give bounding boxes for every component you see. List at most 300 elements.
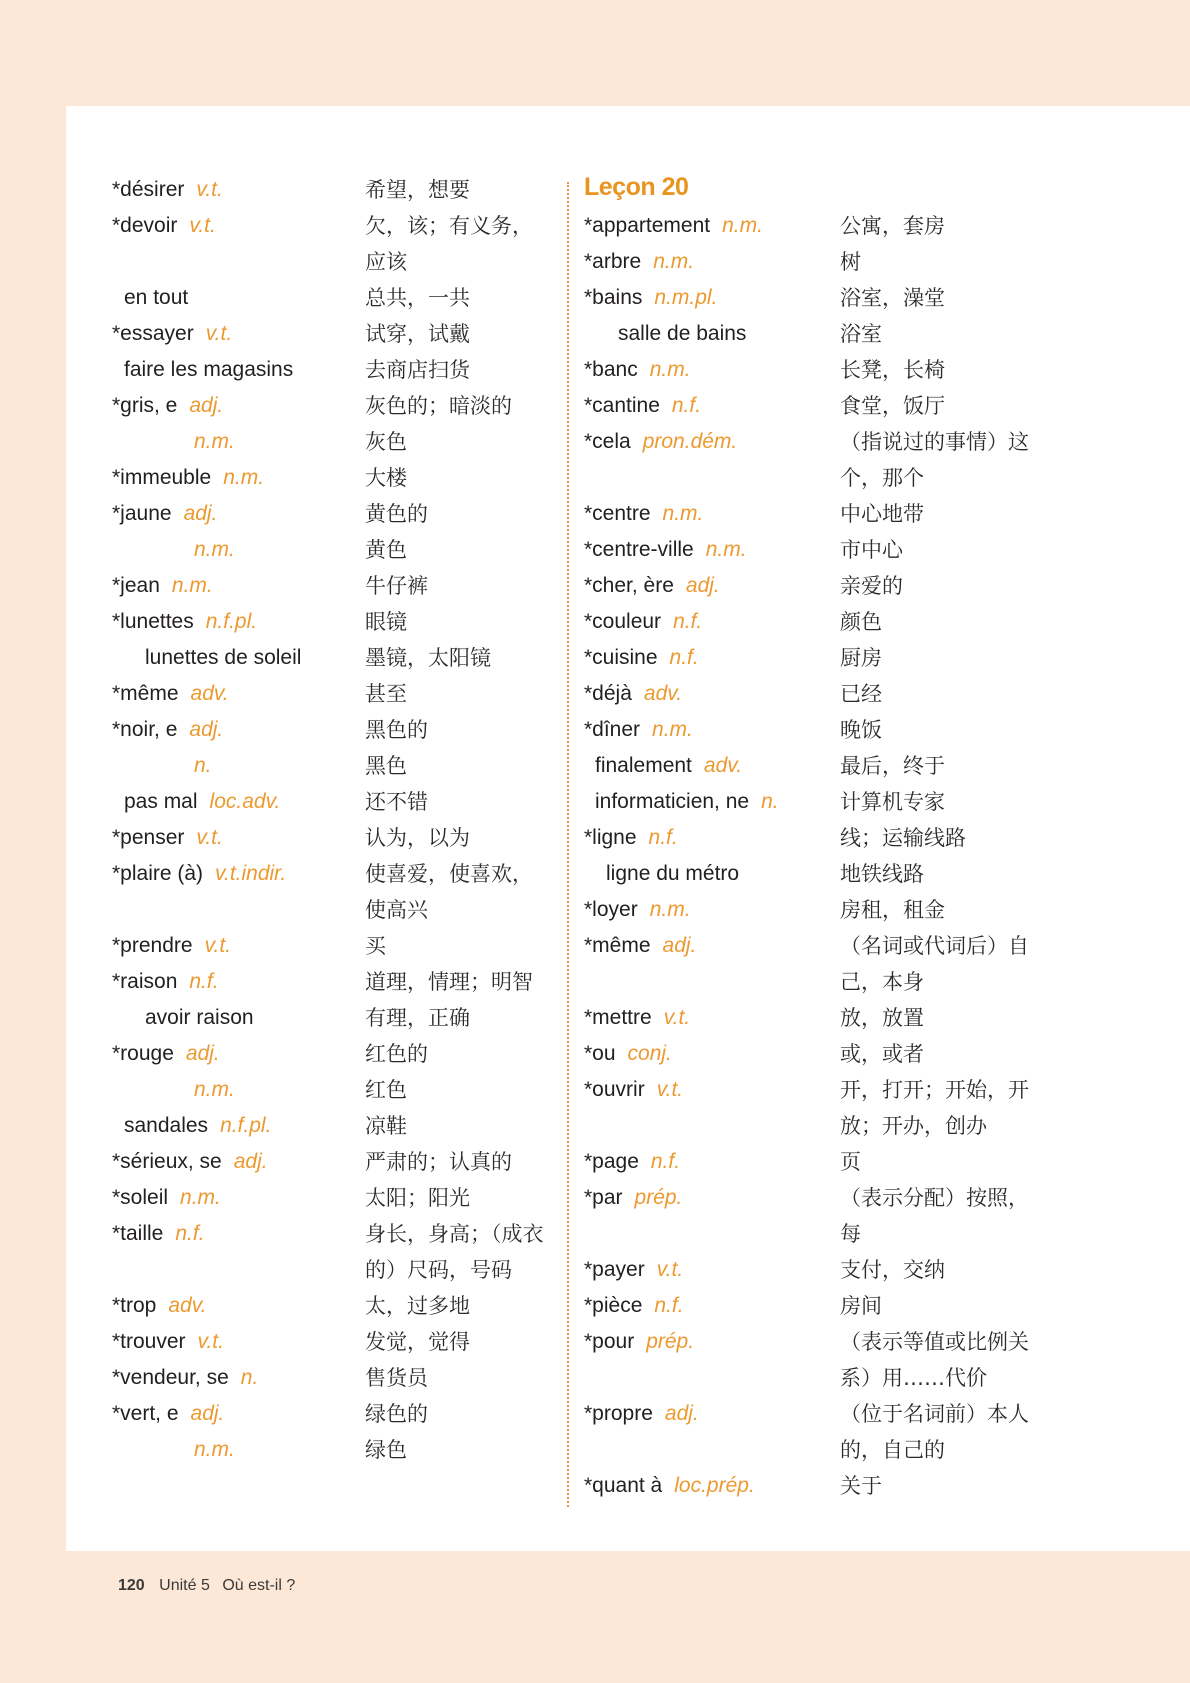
chinese-meaning: （表示分配）按照，每: [840, 1186, 1029, 1246]
chinese-meaning: （指说过的事情）这个，那个: [840, 430, 1029, 490]
column-divider: [567, 182, 569, 1507]
chinese-meaning: 计算机专家: [840, 790, 945, 814]
french-word: *page: [584, 1150, 639, 1173]
french-term: [584, 1288, 684, 1324]
part-of-speech: n.m.: [653, 250, 695, 273]
french-word: avoir raison: [145, 1006, 254, 1029]
chinese-meaning: 亲爱的: [840, 574, 903, 598]
chinese-meaning: 墨镜，太阳镜: [365, 646, 491, 670]
chinese-meaning: 灰色的；暗淡的: [365, 394, 512, 418]
vocab-entry: [584, 568, 1054, 604]
part-of-speech: v.t.: [663, 1006, 691, 1029]
part-of-speech: n.: [240, 1366, 259, 1389]
part-of-speech: n.m.: [652, 718, 693, 741]
part-of-speech: n.m.: [194, 538, 235, 561]
part-of-speech: n.f.: [673, 610, 703, 633]
chinese-meaning: 太，过多地: [365, 1294, 470, 1318]
part-of-speech: n.: [194, 754, 212, 777]
french-word: *trouver: [112, 1330, 186, 1353]
french-term: [584, 820, 678, 856]
vocab-entry: [112, 316, 552, 352]
part-of-speech: conj.: [627, 1042, 672, 1065]
french-term: [112, 496, 217, 532]
part-of-speech: n.m.: [194, 1438, 235, 1461]
french-word: *dîner: [584, 718, 641, 741]
vocab-entry: [112, 964, 552, 1000]
chinese-meaning: 最后，终于: [840, 754, 945, 778]
chinese-meaning: 房租，租金: [840, 898, 945, 922]
chinese-meaning: 公寓，套房: [840, 214, 945, 238]
part-of-speech: adj.: [189, 718, 224, 741]
french-term: [112, 388, 223, 424]
vocab-entry: [112, 1108, 552, 1144]
chinese-meaning: 市中心: [840, 538, 903, 562]
chinese-meaning: 长凳，长椅: [840, 358, 945, 382]
french-term: [584, 568, 720, 604]
french-word: *ouvrir: [584, 1078, 645, 1101]
vocab-entry: [584, 532, 1054, 568]
vocab-entry: [584, 352, 1054, 388]
french-term: [112, 460, 264, 496]
vocab-entry: [584, 244, 1054, 280]
part-of-speech: n.m.: [194, 430, 235, 453]
french-word: faire les magasins: [124, 358, 294, 381]
french-word: *centre: [584, 502, 651, 525]
part-of-speech: n.f.pl.: [220, 1114, 272, 1137]
chinese-meaning: 页: [840, 1150, 861, 1174]
french-term: [194, 1072, 235, 1108]
part-of-speech: n.m.: [649, 358, 691, 381]
vocab-entry: [584, 1072, 1054, 1144]
french-term: [584, 424, 737, 460]
french-term: [584, 928, 696, 964]
part-of-speech: adj.: [233, 1150, 268, 1173]
french-word: *immeuble: [112, 466, 212, 489]
vocab-entry: [112, 1396, 552, 1432]
chinese-meaning: 试穿，试戴: [365, 322, 470, 346]
french-word: *banc: [584, 358, 638, 381]
french-term: [194, 424, 235, 460]
part-of-speech: n.m.pl.: [654, 286, 718, 309]
french-word: *penser: [112, 826, 185, 849]
part-of-speech: v.t.: [197, 1330, 224, 1353]
chinese-meaning: 树: [840, 250, 861, 274]
french-term: [584, 1324, 694, 1360]
french-term: [112, 928, 231, 964]
french-term: [584, 244, 694, 280]
part-of-speech: prép.: [646, 1330, 695, 1353]
chinese-meaning: 红色: [365, 1078, 407, 1102]
french-term: [112, 712, 223, 748]
vocab-entry: [584, 676, 1054, 712]
part-of-speech: n.m.: [180, 1186, 221, 1209]
chinese-meaning: 黑色: [365, 754, 407, 778]
french-term: [584, 892, 691, 928]
part-of-speech: loc.adv.: [209, 790, 281, 813]
vocab-entry: [584, 604, 1054, 640]
vocab-entry: [584, 1252, 1054, 1288]
french-word: *payer: [584, 1258, 645, 1281]
french-term: [584, 676, 682, 712]
chinese-meaning: 希望，想要: [365, 178, 470, 202]
chinese-meaning: 黄色: [365, 538, 407, 562]
french-term: [112, 316, 232, 352]
french-word: *lunettes: [112, 610, 194, 633]
vocab-entry: [112, 1324, 552, 1360]
chinese-meaning: 支付，交纳: [840, 1258, 945, 1282]
french-word: *cuisine: [584, 646, 658, 669]
french-term: [595, 748, 742, 784]
chinese-meaning: 买: [365, 934, 386, 958]
french-word: *même: [584, 934, 651, 957]
french-term: [584, 280, 717, 316]
vocab-entry: [584, 820, 1054, 856]
french-term: [145, 1000, 254, 1036]
french-word: *vert, e: [112, 1402, 179, 1425]
french-term: [194, 1432, 235, 1468]
vocab-entry: [112, 1288, 552, 1324]
vocab-entry: [584, 928, 1054, 1000]
french-word: *jean: [112, 574, 160, 597]
vocab-entry: [584, 856, 1054, 892]
chinese-meaning: 售货员: [365, 1366, 428, 1390]
french-term: [112, 964, 219, 1000]
part-of-speech: v.t.: [189, 214, 216, 237]
french-term: [584, 1396, 699, 1432]
chinese-meaning: 道理，情理；明智: [365, 970, 533, 994]
chinese-meaning: 绿色的: [365, 1402, 428, 1426]
chinese-meaning: 发觉，觉得: [365, 1330, 470, 1354]
chinese-meaning: 或，或者: [840, 1042, 924, 1066]
french-word: *pour: [584, 1330, 635, 1353]
vocab-entry: [584, 1180, 1054, 1252]
chinese-meaning: 浴室: [840, 322, 882, 346]
vocab-entry: [584, 748, 1054, 784]
chinese-meaning: 红色的: [365, 1042, 428, 1066]
chinese-meaning: （名词或代词后）自己，本身: [840, 934, 1029, 994]
vocab-entry: [112, 856, 552, 928]
vocab-entry: [112, 820, 552, 856]
french-word: *propre: [584, 1402, 653, 1425]
french-word: *désirer: [112, 178, 185, 201]
vocab-entry: [112, 784, 552, 820]
part-of-speech: adj.: [183, 502, 218, 525]
french-term: [584, 1252, 683, 1288]
chinese-meaning: 中心地带: [840, 502, 924, 526]
part-of-speech: v.t.: [204, 934, 232, 957]
french-term: [584, 496, 703, 532]
unit-title: Où est-il ?: [222, 1577, 296, 1594]
french-term: [584, 352, 691, 388]
french-word: finalement: [595, 754, 692, 777]
french-word: *ou: [584, 1042, 616, 1065]
french-word: *déjà: [584, 682, 632, 705]
french-term: [112, 604, 257, 640]
french-word: *vendeur, se: [112, 1366, 229, 1389]
french-word: *même: [112, 682, 179, 705]
part-of-speech: n.f.: [669, 646, 699, 669]
vocab-entry: [112, 280, 552, 316]
french-word: *cantine: [584, 394, 660, 417]
vocab-entry: [584, 784, 1054, 820]
part-of-speech: adv.: [168, 1294, 207, 1317]
part-of-speech: n.m.: [223, 466, 265, 489]
vocab-entry: [112, 424, 552, 460]
french-word: *devoir: [112, 214, 178, 237]
french-word: *bains: [584, 286, 643, 309]
vocab-entry: [584, 208, 1054, 244]
french-term: [584, 1036, 672, 1072]
part-of-speech: v.t.: [196, 178, 223, 201]
part-of-speech: n.m.: [705, 538, 747, 561]
part-of-speech: adv.: [643, 682, 683, 705]
chinese-meaning: 食堂，饭厅: [840, 394, 945, 418]
vocab-entry: [584, 1396, 1054, 1468]
french-term: [124, 280, 188, 316]
french-term: [584, 1144, 680, 1180]
french-word: *taille: [112, 1222, 164, 1245]
french-word: ligne du métro: [606, 862, 740, 885]
vocab-entry: [112, 676, 552, 712]
part-of-speech: adj.: [662, 934, 697, 957]
part-of-speech: prép.: [634, 1186, 683, 1209]
chinese-meaning: 放，放置: [840, 1006, 924, 1030]
french-word: *par: [584, 1186, 623, 1209]
part-of-speech: n.m.: [194, 1078, 235, 1101]
chinese-meaning: 房间: [840, 1294, 882, 1318]
part-of-speech: n.m.: [171, 574, 213, 597]
french-word: sandales: [124, 1114, 209, 1137]
vocab-entry: [112, 352, 552, 388]
chinese-meaning: 太阳；阳光: [365, 1186, 470, 1210]
part-of-speech: adj.: [185, 1042, 220, 1065]
french-word: *sérieux, se: [112, 1150, 222, 1173]
french-term: [584, 1468, 755, 1504]
part-of-speech: adj.: [189, 394, 224, 417]
chinese-meaning: 严肃的；认真的: [365, 1150, 512, 1174]
chinese-meaning: 甚至: [365, 682, 407, 706]
part-of-speech: n.: [761, 790, 779, 813]
part-of-speech: adj.: [664, 1402, 699, 1425]
chinese-meaning: 灰色: [365, 430, 407, 454]
chinese-meaning: 厨房: [840, 646, 882, 670]
part-of-speech: adj.: [190, 1402, 225, 1425]
french-term: [112, 1036, 220, 1072]
part-of-speech: adv.: [190, 682, 229, 705]
part-of-speech: loc.prép.: [674, 1474, 755, 1497]
lesson-title: Leçon 20: [584, 173, 689, 201]
chinese-meaning: 牛仔裤: [365, 574, 428, 598]
vocab-entry: [112, 460, 552, 496]
french-word: *prendre: [112, 934, 193, 957]
part-of-speech: pron.dém.: [642, 430, 738, 453]
french-term: [112, 568, 213, 604]
vocab-entry: [584, 1144, 1054, 1180]
french-term: [584, 388, 701, 424]
part-of-speech: n.m.: [649, 898, 691, 921]
part-of-speech: v.t.: [196, 826, 223, 849]
vocab-entry: [112, 1216, 552, 1288]
chinese-meaning: 还不错: [365, 790, 428, 814]
french-word: *gris, e: [112, 394, 178, 417]
vocab-entry: [584, 892, 1054, 928]
french-term: [112, 1144, 268, 1180]
vocab-entry: [112, 208, 552, 280]
part-of-speech: n.f.: [648, 826, 678, 849]
part-of-speech: n.m.: [722, 214, 763, 237]
chinese-meaning: 绿色: [365, 1438, 407, 1462]
vocab-entry: [584, 1324, 1054, 1396]
vocab-entry: [112, 1072, 552, 1108]
french-term: [194, 748, 212, 784]
unit-label: Unité 5: [159, 1577, 210, 1594]
chinese-meaning: 黄色的: [365, 502, 428, 526]
french-word: *soleil: [112, 1186, 169, 1209]
chinese-meaning: 有理，正确: [365, 1006, 470, 1030]
vocab-entry: [584, 388, 1054, 424]
part-of-speech: n.f.: [654, 1294, 684, 1317]
french-word: *trop: [112, 1294, 157, 1317]
vocab-entry: [584, 1288, 1054, 1324]
vocab-entry: [584, 640, 1054, 676]
chinese-meaning: 身长，身高；（成衣的）尺码，号码: [365, 1222, 544, 1282]
french-word: lunettes de soleil: [145, 646, 302, 669]
french-term: [112, 856, 286, 892]
french-term: [584, 604, 702, 640]
vocab-entry: [112, 640, 552, 676]
vocab-entry: [112, 928, 552, 964]
chinese-meaning: 认为，以为: [365, 826, 470, 850]
chinese-meaning: 总共，一共: [365, 286, 470, 310]
chinese-meaning: 凉鞋: [365, 1114, 407, 1138]
chinese-meaning: 浴室，澡堂: [840, 286, 945, 310]
chinese-meaning: 欠，该；有义务，应该: [365, 214, 533, 274]
vocab-entry: [112, 604, 552, 640]
french-term: [112, 1180, 221, 1216]
french-word: *loyer: [584, 898, 638, 921]
french-word: *quant à: [584, 1474, 663, 1497]
vocab-entry: [584, 1000, 1054, 1036]
vocab-entry: [112, 1360, 552, 1396]
chinese-meaning: 开，打开；开始，开放；开办，创办: [840, 1078, 1029, 1138]
french-term: [124, 784, 280, 820]
french-term: [584, 712, 693, 748]
vocab-entry: [584, 1036, 1054, 1072]
part-of-speech: n.m.: [662, 502, 704, 525]
vocab-entry: [112, 1036, 552, 1072]
french-term: [112, 172, 223, 208]
vocab-entry: [112, 532, 552, 568]
vocab-column-right: [584, 172, 1054, 1504]
vocab-entry: [112, 1180, 552, 1216]
french-word: *plaire (à): [112, 862, 204, 885]
french-term: [584, 1072, 683, 1108]
french-word: *cela: [584, 430, 631, 453]
french-term: [112, 1288, 207, 1324]
vocab-entry: [112, 172, 552, 208]
french-term: [124, 1108, 271, 1144]
french-word: informaticien, ne: [595, 790, 750, 813]
french-term: [112, 1216, 205, 1252]
vocab-entry: [584, 1468, 1054, 1504]
chinese-meaning: 地铁线路: [840, 862, 924, 886]
chinese-meaning: 线；运输线路: [840, 826, 966, 850]
french-word: *raison: [112, 970, 178, 993]
vocab-entry: [112, 568, 552, 604]
vocab-entry: [112, 1000, 552, 1036]
french-word: salle de bains: [618, 322, 747, 345]
french-word: *arbre: [584, 250, 642, 273]
part-of-speech: n.f.: [650, 1150, 681, 1173]
chinese-meaning: 已经: [840, 682, 882, 706]
french-word: *jaune: [112, 502, 172, 525]
chinese-meaning: 大楼: [365, 466, 407, 490]
french-word: *mettre: [584, 1006, 652, 1029]
french-term: [606, 856, 739, 892]
part-of-speech: adv.: [703, 754, 743, 777]
french-word: *ligne: [584, 826, 637, 849]
french-term: [124, 352, 293, 388]
page-number: 120: [118, 1577, 145, 1594]
french-term: [595, 784, 779, 820]
french-term: [584, 640, 699, 676]
vocab-column-left: [112, 172, 552, 1468]
french-word: en tout: [124, 286, 189, 309]
part-of-speech: v.t.indir.: [215, 862, 287, 885]
chinese-meaning: 晚饭: [840, 718, 882, 742]
french-term: [112, 820, 223, 856]
vocab-entry: [584, 496, 1054, 532]
vocab-entry: [112, 388, 552, 424]
french-word: *centre-ville: [584, 538, 694, 561]
french-word: *pièce: [584, 1294, 643, 1317]
vocab-entry: [584, 712, 1054, 748]
french-term: [584, 532, 747, 568]
chinese-meaning: 黑色的: [365, 718, 428, 742]
french-term: [584, 208, 763, 244]
french-term: [145, 640, 301, 676]
vocab-entry: [112, 1144, 552, 1180]
chinese-meaning: （位于名词前）本人的，自己的: [840, 1402, 1029, 1462]
vocab-entry: [584, 280, 1054, 316]
french-term: [584, 1180, 682, 1216]
vocab-entry: [112, 1432, 552, 1468]
vocab-entry: [112, 496, 552, 532]
french-word: *cher, ère: [584, 574, 674, 597]
chinese-meaning: 眼镜: [365, 610, 407, 634]
vocab-entry: [584, 424, 1054, 496]
vocab-entry: [112, 748, 552, 784]
french-term: [112, 1396, 224, 1432]
french-word: pas mal: [124, 790, 198, 813]
french-word: *couleur: [584, 610, 662, 633]
chinese-meaning: （表示等值或比例关系）用……代价: [840, 1330, 1029, 1390]
page-sheet: [66, 106, 1190, 1551]
french-word: *essayer: [112, 322, 194, 345]
french-term: [194, 532, 235, 568]
french-word: *appartement: [584, 214, 711, 237]
french-term: [112, 1360, 258, 1396]
part-of-speech: v.t.: [656, 1258, 684, 1281]
french-term: [112, 676, 229, 712]
part-of-speech: v.t.: [205, 322, 233, 345]
vocab-entry: [584, 316, 1054, 352]
chinese-meaning: 关于: [840, 1474, 882, 1498]
french-word: *rouge: [112, 1042, 174, 1065]
part-of-speech: n.f.: [671, 394, 702, 417]
french-word: *noir, e: [112, 718, 178, 741]
page-footer: [118, 1577, 295, 1595]
